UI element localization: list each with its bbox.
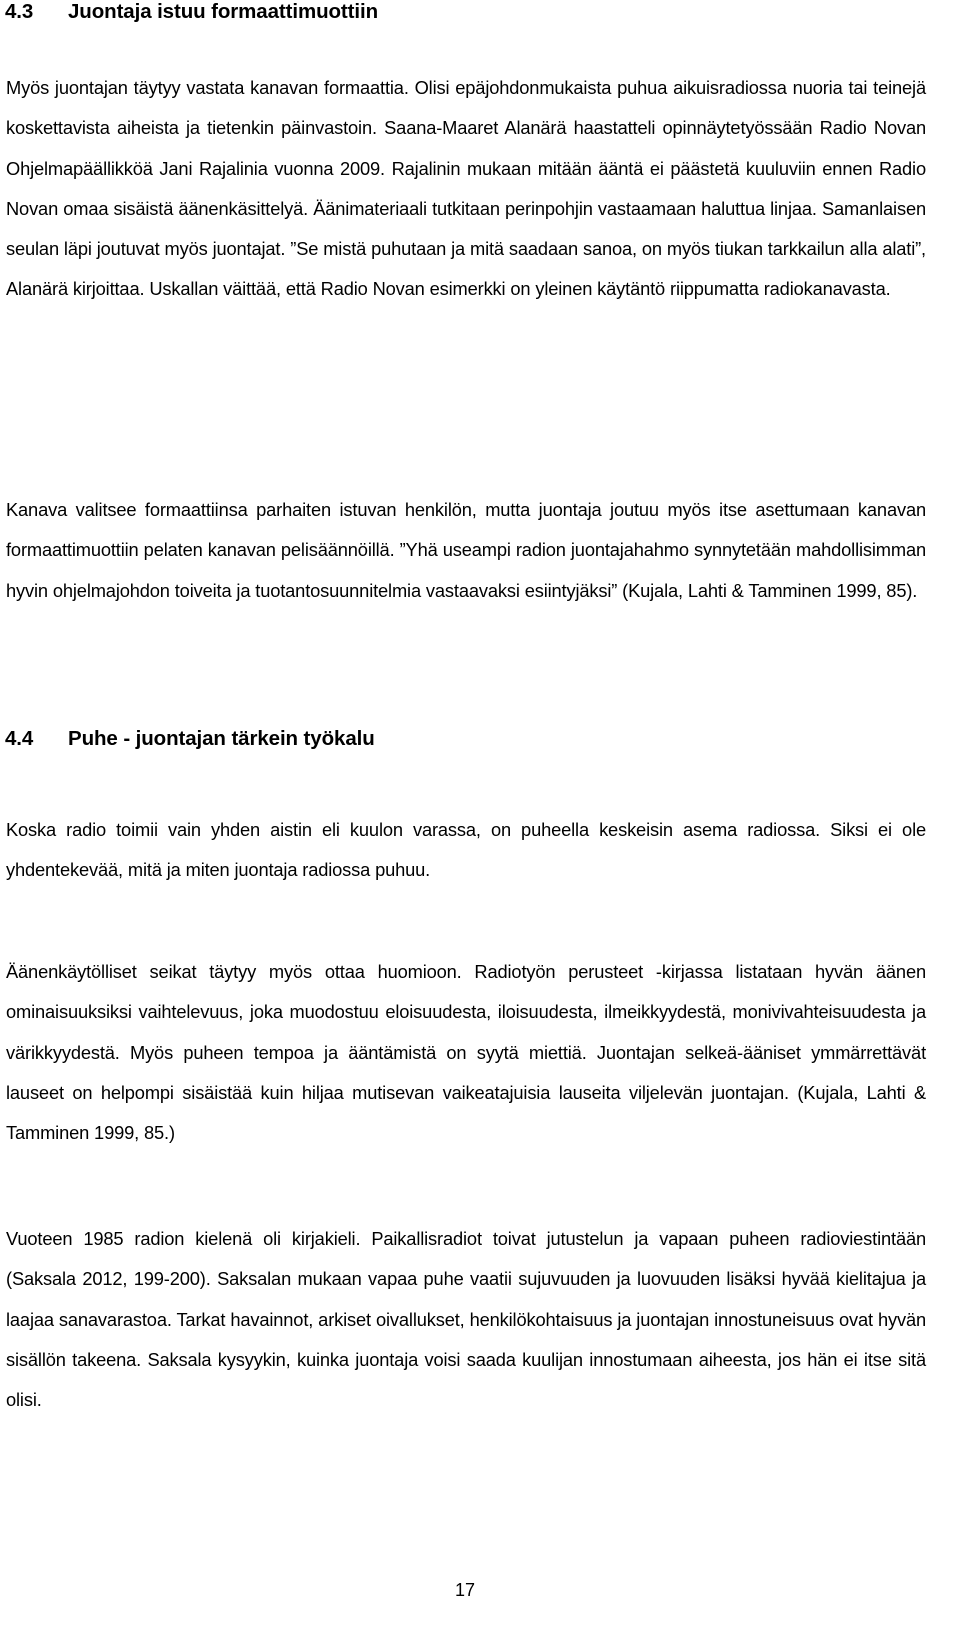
page-number: 17 bbox=[454, 1580, 476, 1600]
section-title: Puhe - juontajan tärkein työkalu bbox=[68, 727, 375, 750]
paragraph: Kanava valitsee formaattiinsa parhaiten istuvan henkilön, mutta juontaja joutuu myös itse asettumaan kanavan formaattimuottiin pelaten kanavan pelisäännöillä. ”Yhä useampi radion juontajahahmo synnytetään mahdollisimman hyvin ohjelmajohdon toiveita ja tuotantosuunnitelmia vastaavaksi esiintyjäksi” (Kujala, Lahti & Tamminen 1999, 85). bbox=[6, 499, 926, 601]
paragraph: Äänenkäytölliset seikat täytyy myös ottaa huomioon. Radiotyön perusteet -kirjassa listataan hyvän äänen ominaisuuksiksi vaihtelevuus, joka muodostuu eloisuudesta, iloisuudesta, ilmeikkyydestä, monivivahteisuudesta ja värikkyydestä. Myös puheen tempoa ja ääntämistä on syytä miettiä. Juontajan selkeä-ääniset ymmärrettävät lauseet on helpompi sisäistää kuin hiljaa mutisevan vaikeatajuisia lauseita viljelevän juontajan. (Kujala, Lahti & Tamminen 1999, 85.) bbox=[6, 961, 926, 1144]
paragraph: Myös juontajan täytyy vastata kanavan formaattia. Olisi epäjohdonmukaista puhua aikuisradiossa nuoria tai teinejä koskettavista aiheista ja tietenkin päinvastoin. Saana-Maaret Alanärä haastatteli opinnäytetyössään Radio Novan Ohjelmapäällikköä Jani Rajalinia vuonna 2009. Rajalinin mukaan mitään ääntä ei päästetä kuuluviin ennen Radio Novan omaa sisäistä äänenkäsittelyä. Äänimateriaali tutkitaan perinpohjin vastaamaan haluttua linjaa. Samanlaisen seulan läpi joutuvat myös juontajat. ”Se mistä puhutaan ja mitä saadaan sanoa, on myös tiukan tarkkailun alla alati”, Alanärä kirjoittaa. Uskallan väittää, että Radio Novan esimerkki on yleinen käytäntö riippumatta radiokanavasta. bbox=[6, 77, 926, 300]
paragraph: Vuoteen 1985 radion kielenä oli kirjakieli. Paikallisradiot toivat jutustelun ja vapaan puheen radioviestintään (Saksala 2012, 199-200). Saksalan mukaan vapaa puhe vaatii sujuvuuden ja luovuuden lisäksi hyvää kielitajua ja laajaa sanavarastoa. Tarkat havainnot, arkiset oivallukset, henkilökohtaisuus ja juontajan innostuneisuus ovat hyvän sisällön takeena. Saksala kysyykin, kuinka juontaja voisi saada kuulijan innostumaan aiheesta, jos hän ei itse sitä olisi. bbox=[6, 1228, 926, 1411]
paragraph: Koska radio toimii vain yhden aistin eli kuulon varassa, on puheella keskeisin asema radiossa. Siksi ei ole yhdentekevää, mitä ja miten juontaja radiossa puhuu. bbox=[6, 819, 926, 881]
section-title: Juontaja istuu formaattimuottiin bbox=[68, 0, 378, 23]
section-heading-4-4 bbox=[5, 727, 375, 751]
section-number: 4.3 bbox=[5, 0, 34, 23]
section-number: 4.4 bbox=[5, 727, 34, 750]
section-heading-4-3 bbox=[5, 0, 378, 24]
